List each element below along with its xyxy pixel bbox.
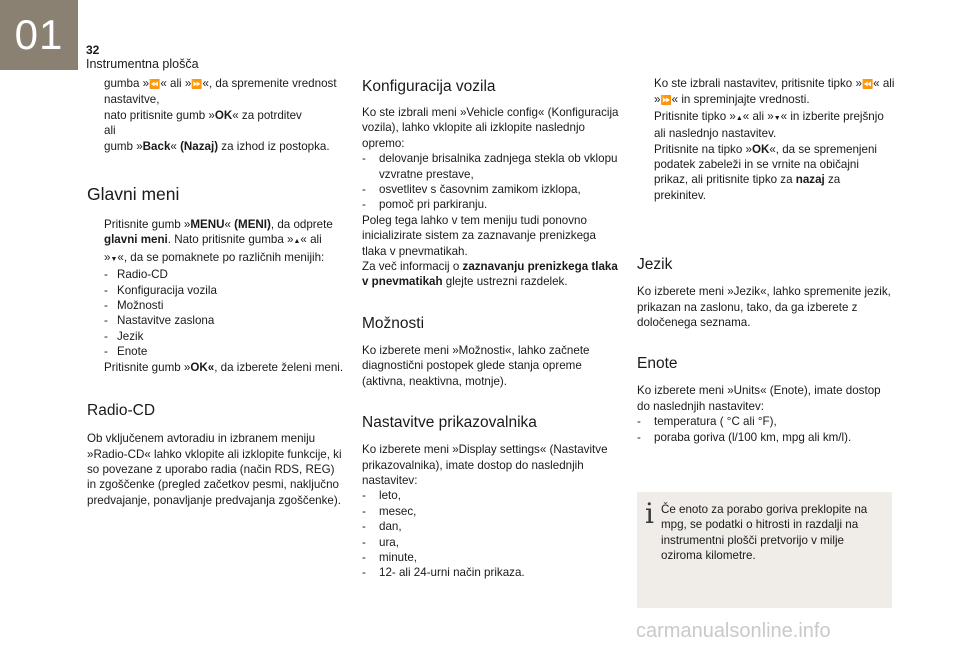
text: Pritisnite gumb » bbox=[104, 360, 191, 374]
dash: - bbox=[362, 198, 366, 212]
nast-list-item bbox=[362, 535, 620, 550]
text: Nastavitve zaslona bbox=[117, 314, 215, 328]
bullet-item bbox=[87, 139, 345, 154]
nast-list-item bbox=[362, 550, 620, 565]
text-bold: (MENI) bbox=[234, 218, 271, 232]
menu-list-item bbox=[87, 267, 345, 282]
dash: - bbox=[362, 520, 366, 534]
text: Pritisnite na tipko » bbox=[654, 142, 752, 156]
text-bold: zaznavanju prenizkega tlaka v pnevmatikah bbox=[362, 260, 618, 289]
dash: - bbox=[362, 183, 366, 197]
text: Za več informacij o bbox=[362, 260, 463, 274]
text: Jezik bbox=[117, 329, 144, 343]
text-bold: Back bbox=[142, 139, 171, 153]
text: minute, bbox=[379, 550, 418, 564]
bullet-item bbox=[87, 360, 345, 375]
bullet-item bbox=[637, 76, 895, 109]
text: , da odprete bbox=[270, 218, 333, 232]
text: pomoč pri parkiranju. bbox=[379, 198, 488, 212]
text: Možnosti bbox=[117, 299, 164, 313]
text: « ali » bbox=[654, 77, 895, 107]
text: ali bbox=[104, 124, 116, 138]
text: « za potrditev bbox=[232, 108, 302, 122]
dash: - bbox=[104, 329, 108, 343]
text: osvetlitev s časovnim zamikom izklopa, bbox=[379, 183, 581, 197]
text: Enote bbox=[117, 345, 148, 359]
info-icon: i bbox=[645, 497, 654, 530]
dash: - bbox=[104, 314, 108, 328]
dash: - bbox=[104, 283, 108, 297]
konf-paragraph-2: Poleg tega lahko v tem meniju tudi ponovno inicializirate sistem za zaznavanje prenizkega tlaka v pnevmatikah. bbox=[362, 213, 596, 258]
menu-list-item bbox=[87, 313, 345, 328]
heading-jezik: Jezik bbox=[637, 256, 673, 274]
menu-list-item bbox=[87, 298, 345, 313]
konf-list-item bbox=[362, 197, 620, 212]
menu-list-item bbox=[87, 344, 345, 359]
text: , da izberete želeni meni. bbox=[214, 360, 344, 374]
rewind-icon: ⏪ bbox=[149, 79, 161, 89]
dash: - bbox=[362, 152, 366, 166]
menu-list-item bbox=[87, 329, 345, 344]
watermark: carmanualsonline.info bbox=[636, 620, 831, 642]
text: gumba » bbox=[104, 77, 150, 90]
text: 12- ali 24-urni način prikaza. bbox=[379, 566, 525, 580]
nast-list-item bbox=[362, 519, 620, 534]
text: za prekinitev. bbox=[654, 173, 841, 202]
text: « ali » bbox=[742, 109, 774, 123]
text: delovanje brisalnika zadnjega stekla ob vklopu vzvratne prestave, bbox=[379, 152, 618, 181]
nast-list-item bbox=[362, 488, 620, 503]
text: «, da se pomaknete po različnih menijih: bbox=[117, 250, 325, 264]
text: «, da spremenite vrednost nastavitve, bbox=[104, 77, 337, 107]
text: Ko ste izbrali nastavitev, pritisnite tipko » bbox=[654, 77, 862, 90]
jezik-paragraph: Ko izberete meni »Jezik«, lahko spremenite jezik, prikazan na zaslonu, tako, da ga izberete z določenega seznama. bbox=[637, 285, 891, 330]
konf-list-item bbox=[362, 151, 620, 182]
text: nato pritisnite gumb » bbox=[104, 108, 215, 122]
text: glejte ustrezni razdelek. bbox=[442, 275, 568, 289]
dash: - bbox=[104, 345, 108, 359]
bullet-item bbox=[87, 76, 345, 108]
nast-intro: Ko izberete meni »Display settings« (Nastavitve prikazovalnika), imate dostop do naslednjih nastavitev: bbox=[362, 443, 608, 487]
dash: - bbox=[637, 415, 641, 429]
konf-paragraph-3 bbox=[362, 259, 620, 290]
text: « bbox=[170, 139, 181, 153]
fastforward-icon: ⏩ bbox=[191, 79, 203, 89]
text: « in spreminjajte vrednosti. bbox=[671, 93, 810, 107]
text: « in izberite prejšnjo ali naslednjo nastavitev. bbox=[654, 109, 884, 141]
bullet-item bbox=[87, 217, 345, 267]
text-bold: MENU bbox=[190, 218, 225, 232]
menu-list-item bbox=[87, 283, 345, 298]
heading-enote: Enote bbox=[637, 355, 678, 373]
text: « ali » bbox=[160, 77, 192, 90]
text: Konfiguracija vozila bbox=[117, 283, 217, 297]
text: « ali » bbox=[104, 233, 322, 264]
konf-list-item bbox=[362, 182, 620, 197]
text: za izhod iz postopka. bbox=[218, 139, 330, 153]
note-text: Če enoto za porabo goriva preklopite na mpg, se podatki o hitrosti in razdalji na instrumentni plošči pretvorijo v milje oziroma kilometre. bbox=[661, 503, 868, 563]
text-bold: OK« bbox=[190, 360, 215, 374]
text: temperatura ( °C ali °F), bbox=[654, 415, 777, 429]
text-bold: (Nazaj) bbox=[180, 139, 219, 153]
chapter-tab: 01 bbox=[0, 0, 78, 70]
text: Radio-CD bbox=[117, 268, 168, 282]
text: « bbox=[224, 218, 235, 232]
dash: - bbox=[362, 489, 366, 503]
nast-list-item bbox=[362, 565, 620, 580]
dash: - bbox=[104, 268, 108, 282]
column-1 bbox=[87, 76, 345, 508]
section-title: Instrumentna plošča bbox=[86, 57, 199, 71]
nast-list-item bbox=[362, 504, 620, 519]
text: poraba goriva (l/100 km, mpg ali km/l). bbox=[654, 430, 852, 444]
rewind-icon: ⏪ bbox=[861, 79, 874, 89]
dash: - bbox=[637, 430, 641, 444]
enote-list-item bbox=[637, 430, 895, 445]
heading-nastavitve: Nastavitve prikazovalnika bbox=[362, 414, 537, 432]
column-2 bbox=[362, 76, 620, 581]
down-arrow-icon: ▼ bbox=[110, 255, 118, 263]
heading-moznosti: Možnosti bbox=[362, 314, 425, 332]
text-bold: OK bbox=[751, 142, 770, 156]
bullet-item bbox=[637, 109, 895, 142]
bullet-item bbox=[87, 108, 345, 139]
bullet-item bbox=[637, 142, 895, 204]
info-note-box bbox=[637, 492, 892, 608]
text: Pritisnite gumb » bbox=[104, 218, 191, 232]
dash: - bbox=[362, 535, 366, 549]
up-arrow-icon: ▲ bbox=[293, 238, 301, 246]
text-bold: nazaj bbox=[795, 173, 825, 187]
moznosti-paragraph: Ko izberete meni »Možnosti«, lahko začnete diagnostični postopek glede stanja opreme (aktivna, neaktivna, motnje). bbox=[362, 343, 590, 388]
text-bold: glavni meni bbox=[104, 233, 168, 247]
heading-glavni-meni: Glavni meni bbox=[87, 184, 180, 205]
text: «, da se spremenjeni podatek zabeleži in se vrnite na običajni prikaz, ali pritisnite tipko za bbox=[654, 142, 877, 187]
heading-radio-cd: Radio-CD bbox=[87, 402, 156, 420]
dash: - bbox=[362, 504, 366, 518]
dash: - bbox=[362, 550, 366, 564]
text: . Nato pritisnite gumba » bbox=[167, 233, 294, 247]
text: mesec, bbox=[379, 504, 417, 518]
text: Pritisnite tipko » bbox=[654, 109, 736, 123]
text: ura, bbox=[379, 535, 399, 549]
dash: - bbox=[362, 566, 366, 580]
heading-konfiguracija: Konfiguracija vozila bbox=[362, 78, 496, 95]
page-number: 32 bbox=[86, 43, 100, 57]
down-arrow-icon: ▼ bbox=[773, 114, 781, 122]
konf-intro: Ko ste izbrali meni »Vehicle config« (Konfiguracija vozila), lahko vklopite ali izklopite naslednjo opremo: bbox=[362, 106, 619, 150]
text: leto, bbox=[379, 489, 401, 503]
enote-intro: Ko izberete meni »Units« (Enote), imate dostop do naslednjih nastavitev: bbox=[637, 384, 881, 413]
text: dan, bbox=[379, 520, 402, 534]
enote-list-item bbox=[637, 414, 895, 429]
dash: - bbox=[104, 299, 108, 313]
fastforward-icon: ⏩ bbox=[660, 95, 672, 106]
text: gumb » bbox=[104, 139, 143, 153]
radio-paragraph: Ob vključenem avtoradiu in izbranem meniju »Radio-CD« lahko vklopite ali izklopite funkcije, ki so povezane z uporabo radia (način RDS, REG) in zgoščenke (pregled začetkov pesmi, naključno predvajanje, ponavljanje predvajanja zgoščenke). bbox=[87, 432, 342, 507]
column-3 bbox=[637, 76, 895, 445]
up-arrow-icon: ▲ bbox=[735, 114, 743, 122]
text-bold: OK bbox=[214, 108, 233, 122]
